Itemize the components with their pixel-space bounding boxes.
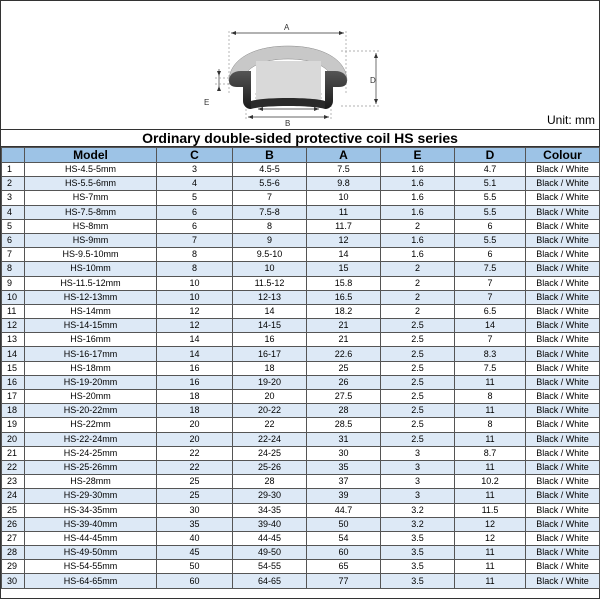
d-cell: 6: [455, 219, 526, 233]
b-cell: 16-17: [233, 347, 307, 361]
e-cell: 2: [381, 219, 455, 233]
b-cell: 25-26: [233, 460, 307, 474]
a-cell: 26: [307, 375, 381, 389]
e-cell: 3.5: [381, 546, 455, 560]
e-cell: 1.6: [381, 177, 455, 191]
table-row: [2, 276, 600, 290]
e-cell: 1.6: [381, 191, 455, 205]
e-cell: 2.5: [381, 432, 455, 446]
table-row: [2, 177, 600, 191]
c-cell: 6: [157, 219, 233, 233]
table-row: [2, 503, 600, 517]
model-cell: HS-64-65mm: [25, 574, 157, 588]
table-row: [2, 475, 600, 489]
model-cell: HS-44-45mm: [25, 531, 157, 545]
colour-cell: Black / White: [526, 304, 600, 318]
c-cell: 5: [157, 191, 233, 205]
a-cell: 44.7: [307, 503, 381, 517]
row-index: 26: [2, 517, 25, 531]
b-cell: 14: [233, 304, 307, 318]
model-cell: HS-20-22mm: [25, 404, 157, 418]
e-cell: 3.5: [381, 531, 455, 545]
c-cell: 40: [157, 531, 233, 545]
b-cell: 24-25: [233, 446, 307, 460]
row-index: 6: [2, 233, 25, 247]
row-index: 11: [2, 304, 25, 318]
model-cell: HS-9.5-10mm: [25, 248, 157, 262]
table-row: [2, 418, 600, 432]
e-cell: 2.5: [381, 375, 455, 389]
c-cell: 50: [157, 560, 233, 574]
table-row: [2, 191, 600, 205]
header-a: A: [307, 148, 381, 163]
table-row: [2, 163, 600, 177]
b-cell: 5.5-6: [233, 177, 307, 191]
colour-cell: Black / White: [526, 517, 600, 531]
c-cell: 14: [157, 347, 233, 361]
colour-cell: Black / White: [526, 191, 600, 205]
colour-cell: Black / White: [526, 531, 600, 545]
c-cell: 20: [157, 418, 233, 432]
c-cell: 25: [157, 475, 233, 489]
b-cell: 10: [233, 262, 307, 276]
table-header-row: [2, 148, 600, 163]
a-cell: 28.5: [307, 418, 381, 432]
b-cell: 22: [233, 418, 307, 432]
c-cell: 16: [157, 361, 233, 375]
colour-cell: Black / White: [526, 489, 600, 503]
table-row: [2, 546, 600, 560]
colour-cell: Black / White: [526, 163, 600, 177]
a-cell: 31: [307, 432, 381, 446]
table-row: [2, 304, 600, 318]
header-index: [2, 148, 25, 163]
e-cell: 3: [381, 475, 455, 489]
row-index: 21: [2, 446, 25, 460]
table-row: [2, 233, 600, 247]
b-cell: 29-30: [233, 489, 307, 503]
row-index: 10: [2, 290, 25, 304]
b-cell: 7: [233, 191, 307, 205]
table-row: [2, 574, 600, 588]
a-cell: 27.5: [307, 390, 381, 404]
c-cell: 14: [157, 333, 233, 347]
row-index: 4: [2, 205, 25, 219]
grommet-diagram: [1, 1, 599, 130]
model-cell: HS-4.5-5mm: [25, 163, 157, 177]
row-index: 14: [2, 347, 25, 361]
e-cell: 3.5: [381, 574, 455, 588]
model-cell: HS-29-30mm: [25, 489, 157, 503]
colour-cell: Black / White: [526, 333, 600, 347]
d-cell: 8.3: [455, 347, 526, 361]
a-cell: 11: [307, 205, 381, 219]
header-e: E: [381, 148, 455, 163]
e-cell: 2.5: [381, 418, 455, 432]
colour-cell: Black / White: [526, 460, 600, 474]
row-index: 24: [2, 489, 25, 503]
c-cell: 8: [157, 248, 233, 262]
model-cell: HS-8mm: [25, 219, 157, 233]
d-cell: 5.5: [455, 205, 526, 219]
model-cell: HS-11.5-12mm: [25, 276, 157, 290]
table-row: [2, 375, 600, 389]
c-cell: 12: [157, 319, 233, 333]
spec-table: [1, 147, 600, 589]
model-cell: HS-25-26mm: [25, 460, 157, 474]
colour-cell: Black / White: [526, 276, 600, 290]
d-cell: 11: [455, 404, 526, 418]
c-cell: 8: [157, 262, 233, 276]
e-cell: 1.6: [381, 205, 455, 219]
d-cell: 5.1: [455, 177, 526, 191]
d-cell: 11: [455, 546, 526, 560]
row-index: 20: [2, 432, 25, 446]
b-cell: 14-15: [233, 319, 307, 333]
d-cell: 11: [455, 375, 526, 389]
a-cell: 25: [307, 361, 381, 375]
e-cell: 1.6: [381, 163, 455, 177]
e-cell: 2.5: [381, 390, 455, 404]
row-index: 7: [2, 248, 25, 262]
e-cell: 2: [381, 276, 455, 290]
table-row: [2, 205, 600, 219]
c-cell: 35: [157, 517, 233, 531]
b-cell: 12-13: [233, 290, 307, 304]
a-cell: 77: [307, 574, 381, 588]
model-cell: HS-14mm: [25, 304, 157, 318]
row-index: 25: [2, 503, 25, 517]
d-cell: 11: [455, 574, 526, 588]
d-cell: 11: [455, 489, 526, 503]
model-cell: HS-9mm: [25, 233, 157, 247]
c-cell: 6: [157, 205, 233, 219]
d-cell: 12: [455, 517, 526, 531]
model-cell: HS-19-20mm: [25, 375, 157, 389]
row-index: 28: [2, 546, 25, 560]
d-cell: 11: [455, 560, 526, 574]
row-index: 27: [2, 531, 25, 545]
row-index: 15: [2, 361, 25, 375]
a-cell: 54: [307, 531, 381, 545]
colour-cell: Black / White: [526, 475, 600, 489]
table-row: [2, 531, 600, 545]
b-cell: 54-55: [233, 560, 307, 574]
colour-cell: Black / White: [526, 219, 600, 233]
b-cell: 34-35: [233, 503, 307, 517]
e-cell: 2.5: [381, 347, 455, 361]
table-title: Ordinary double-sided protective coil HS series: [1, 130, 599, 147]
row-index: 8: [2, 262, 25, 276]
colour-cell: Black / White: [526, 233, 600, 247]
row-index: 13: [2, 333, 25, 347]
table-row: [2, 432, 600, 446]
model-cell: HS-34-35mm: [25, 503, 157, 517]
row-index: 22: [2, 460, 25, 474]
e-cell: 2.5: [381, 404, 455, 418]
e-cell: 2: [381, 304, 455, 318]
colour-cell: Black / White: [526, 319, 600, 333]
c-cell: 18: [157, 390, 233, 404]
colour-cell: Black / White: [526, 347, 600, 361]
d-cell: 10.2: [455, 475, 526, 489]
row-index: 3: [2, 191, 25, 205]
table-row: [2, 319, 600, 333]
row-index: 16: [2, 375, 25, 389]
a-cell: 16.5: [307, 290, 381, 304]
a-cell: 28: [307, 404, 381, 418]
row-index: 9: [2, 276, 25, 290]
colour-cell: Black / White: [526, 375, 600, 389]
b-cell: 9.5-10: [233, 248, 307, 262]
dimension-e-label: E: [204, 98, 210, 107]
c-cell: 10: [157, 276, 233, 290]
header-model: Model: [25, 148, 157, 163]
a-cell: 11.7: [307, 219, 381, 233]
a-cell: 18.2: [307, 304, 381, 318]
colour-cell: Black / White: [526, 432, 600, 446]
d-cell: 4.7: [455, 163, 526, 177]
table-row: [2, 248, 600, 262]
d-cell: 8.7: [455, 446, 526, 460]
b-cell: 22-24: [233, 432, 307, 446]
row-index: 18: [2, 404, 25, 418]
b-cell: 28: [233, 475, 307, 489]
b-cell: 9: [233, 233, 307, 247]
c-cell: 3: [157, 163, 233, 177]
e-cell: 3: [381, 460, 455, 474]
e-cell: 2.5: [381, 361, 455, 375]
c-cell: 7: [157, 233, 233, 247]
table-row: [2, 333, 600, 347]
header-c: C: [157, 148, 233, 163]
table-row: [2, 489, 600, 503]
e-cell: 3.2: [381, 517, 455, 531]
model-cell: HS-24-25mm: [25, 446, 157, 460]
row-index: 2: [2, 177, 25, 191]
model-cell: HS-7.5-8mm: [25, 205, 157, 219]
model-cell: HS-28mm: [25, 475, 157, 489]
dimension-d-label: D: [370, 76, 376, 85]
colour-cell: Black / White: [526, 262, 600, 276]
table-row: [2, 290, 600, 304]
e-cell: 2: [381, 290, 455, 304]
table-row: [2, 262, 600, 276]
c-cell: 16: [157, 375, 233, 389]
e-cell: 2: [381, 262, 455, 276]
c-cell: 25: [157, 489, 233, 503]
b-cell: 20-22: [233, 404, 307, 418]
b-cell: 44-45: [233, 531, 307, 545]
model-cell: HS-39-40mm: [25, 517, 157, 531]
table-row: [2, 560, 600, 574]
row-index: 12: [2, 319, 25, 333]
table-row: [2, 219, 600, 233]
colour-cell: Black / White: [526, 390, 600, 404]
c-cell: 22: [157, 446, 233, 460]
d-cell: 6.5: [455, 304, 526, 318]
d-cell: 8: [455, 390, 526, 404]
d-cell: 8: [455, 418, 526, 432]
a-cell: 50: [307, 517, 381, 531]
colour-cell: Black / White: [526, 446, 600, 460]
d-cell: 11.5: [455, 503, 526, 517]
b-cell: 39-40: [233, 517, 307, 531]
row-index: 29: [2, 560, 25, 574]
colour-cell: Black / White: [526, 546, 600, 560]
unit-label: Unit: mm: [547, 113, 595, 127]
table-row: [2, 460, 600, 474]
colour-cell: Black / White: [526, 290, 600, 304]
model-cell: HS-10mm: [25, 262, 157, 276]
e-cell: 3.2: [381, 503, 455, 517]
a-cell: 22.6: [307, 347, 381, 361]
colour-cell: Black / White: [526, 404, 600, 418]
c-cell: 12: [157, 304, 233, 318]
c-cell: 20: [157, 432, 233, 446]
a-cell: 39: [307, 489, 381, 503]
a-cell: 21: [307, 319, 381, 333]
dimension-a-label: A: [284, 23, 290, 32]
header-colour: Colour: [526, 148, 600, 163]
d-cell: 14: [455, 319, 526, 333]
d-cell: 11: [455, 460, 526, 474]
a-cell: 15: [307, 262, 381, 276]
model-cell: HS-54-55mm: [25, 560, 157, 574]
model-cell: HS-14-15mm: [25, 319, 157, 333]
colour-cell: Black / White: [526, 177, 600, 191]
colour-cell: Black / White: [526, 248, 600, 262]
colour-cell: Black / White: [526, 418, 600, 432]
b-cell: 19-20: [233, 375, 307, 389]
d-cell: 11: [455, 432, 526, 446]
d-cell: 7: [455, 290, 526, 304]
model-cell: HS-5.5-6mm: [25, 177, 157, 191]
e-cell: 2.5: [381, 319, 455, 333]
table-row: [2, 404, 600, 418]
colour-cell: Black / White: [526, 361, 600, 375]
d-cell: 5.5: [455, 233, 526, 247]
d-cell: 7.5: [455, 361, 526, 375]
b-cell: 4.5-5: [233, 163, 307, 177]
model-cell: HS-18mm: [25, 361, 157, 375]
a-cell: 60: [307, 546, 381, 560]
table-row: [2, 517, 600, 531]
a-cell: 12: [307, 233, 381, 247]
b-cell: 16: [233, 333, 307, 347]
row-index: 30: [2, 574, 25, 588]
e-cell: 3: [381, 446, 455, 460]
row-index: 19: [2, 418, 25, 432]
colour-cell: Black / White: [526, 560, 600, 574]
b-cell: 7.5-8: [233, 205, 307, 219]
d-cell: 12: [455, 531, 526, 545]
d-cell: 7: [455, 333, 526, 347]
a-cell: 14: [307, 248, 381, 262]
d-cell: 5.5: [455, 191, 526, 205]
a-cell: 9.8: [307, 177, 381, 191]
table-row: [2, 361, 600, 375]
table-row: [2, 446, 600, 460]
a-cell: 37: [307, 475, 381, 489]
b-cell: 18: [233, 361, 307, 375]
d-cell: 7: [455, 276, 526, 290]
d-cell: 6: [455, 248, 526, 262]
b-cell: 20: [233, 390, 307, 404]
a-cell: 30: [307, 446, 381, 460]
row-index: 1: [2, 163, 25, 177]
model-cell: HS-12-13mm: [25, 290, 157, 304]
c-cell: 45: [157, 546, 233, 560]
grommet-cross-section-icon: [1, 1, 599, 129]
e-cell: 3.5: [381, 560, 455, 574]
table-row: [2, 390, 600, 404]
model-cell: HS-20mm: [25, 390, 157, 404]
model-cell: HS-16mm: [25, 333, 157, 347]
a-cell: 15.8: [307, 276, 381, 290]
a-cell: 10: [307, 191, 381, 205]
e-cell: 1.6: [381, 233, 455, 247]
c-cell: 4: [157, 177, 233, 191]
dimension-b-label: B: [285, 119, 291, 128]
model-cell: HS-22-24mm: [25, 432, 157, 446]
a-cell: 65: [307, 560, 381, 574]
c-cell: 10: [157, 290, 233, 304]
model-cell: HS-22mm: [25, 418, 157, 432]
e-cell: 2.5: [381, 333, 455, 347]
b-cell: 11.5-12: [233, 276, 307, 290]
colour-cell: Black / White: [526, 574, 600, 588]
model-cell: HS-49-50mm: [25, 546, 157, 560]
c-cell: 60: [157, 574, 233, 588]
model-cell: HS-7mm: [25, 191, 157, 205]
header-b: B: [233, 148, 307, 163]
row-index: 23: [2, 475, 25, 489]
b-cell: 49-50: [233, 546, 307, 560]
model-cell: HS-16-17mm: [25, 347, 157, 361]
table-row: [2, 347, 600, 361]
header-d: D: [455, 148, 526, 163]
c-cell: 18: [157, 404, 233, 418]
colour-cell: Black / White: [526, 205, 600, 219]
d-cell: 7.5: [455, 262, 526, 276]
c-cell: 30: [157, 503, 233, 517]
e-cell: 1.6: [381, 248, 455, 262]
a-cell: 7.5: [307, 163, 381, 177]
colour-cell: Black / White: [526, 503, 600, 517]
b-cell: 64-65: [233, 574, 307, 588]
a-cell: 35: [307, 460, 381, 474]
row-index: 5: [2, 219, 25, 233]
e-cell: 3: [381, 489, 455, 503]
c-cell: 22: [157, 460, 233, 474]
a-cell: 21: [307, 333, 381, 347]
b-cell: 8: [233, 219, 307, 233]
row-index: 17: [2, 390, 25, 404]
